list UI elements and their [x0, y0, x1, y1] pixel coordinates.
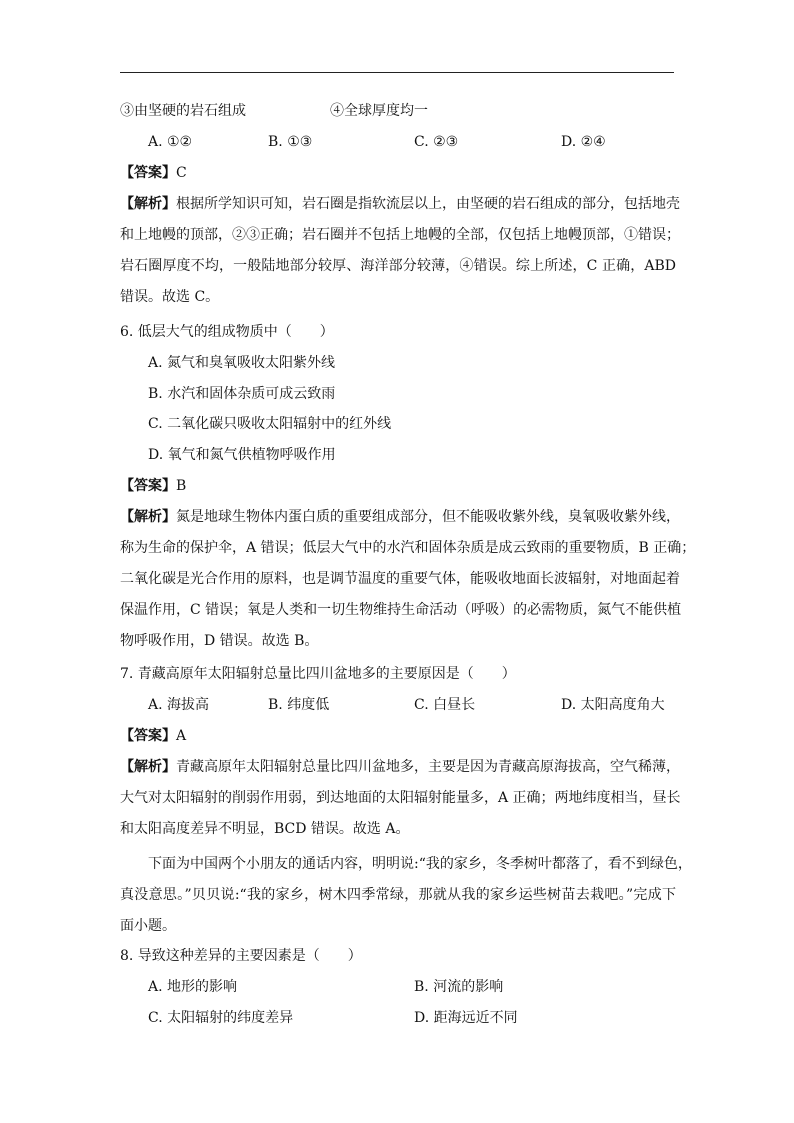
answer-label: 【答案】 — [120, 728, 176, 744]
answer-label: 【答案】 — [120, 165, 176, 181]
answer-label: 【答案】 — [120, 478, 176, 494]
q7-option-b: B. 纬度低 — [268, 697, 330, 713]
q5-analysis-line-2: 和上地幔的顶部，②③正确；岩石圈并不包括上地幔的全部，仅包括上地幔顶部，①错误； — [120, 227, 680, 243]
q7-analysis-line-3: 和太阳高度差异不明显，BCD 错误。故选 A。 — [120, 821, 410, 837]
passage-line-2: 真没意思。”贝贝说:“我的家乡，树木四季常绿，那就从我的家乡运些树苗去栽吧。”完成下 — [120, 887, 676, 903]
q5-analysis-line-4: 错误。故选 C。 — [120, 289, 220, 305]
answer-value: A — [176, 728, 187, 744]
passage-line-1: 下面为中国两个小朋友的通话内容，明明说:“我的家乡，冬季树叶都落了，看不到绿色， — [148, 856, 692, 872]
q8-option-a: A. 地形的影响 — [148, 979, 238, 995]
q7-analysis-line-1 — [120, 757, 680, 777]
answer-value: B — [176, 478, 187, 494]
analysis-label: 【解析】 — [120, 509, 176, 525]
q6-answer — [120, 476, 676, 496]
q5-analysis-line-3: 岩石圈厚度不均，一般陆地部分较厚、海洋部分较薄，④错误。综上所述，C 正确，ABD — [120, 258, 676, 274]
q8-option-c: C. 太阳辐射的纬度差异 — [148, 1010, 294, 1026]
q5-option-d: D. ②④ — [561, 134, 606, 150]
analysis-label: 【解析】 — [120, 759, 176, 775]
q7-option-d: D. 太阳高度角大 — [561, 697, 665, 713]
analysis-label: 【解析】 — [120, 196, 176, 212]
q6-analysis-line-1 — [120, 507, 680, 527]
statement-3: ③由坚硬的岩石组成 — [120, 103, 246, 119]
q5-option-a: A. ①② — [148, 134, 193, 150]
q6-analysis-line-2: 称为生命的保护伞，A 错误；低层大气中的水汽和固体杂质是成云致雨的重要物质，B 正确； — [120, 540, 696, 556]
q5-answer — [120, 163, 676, 183]
q5-option-c: C. ②③ — [414, 134, 459, 150]
q5-option-b: B. ①③ — [268, 134, 313, 150]
q7-option-c: C. 白昼长 — [414, 697, 476, 713]
statement-4: ④全球厚度均一 — [330, 103, 428, 119]
answer-value: C — [176, 165, 187, 181]
q6-option-c: C. 二氧化碳只吸收太阳辐射中的红外线 — [148, 416, 392, 432]
q6-analysis-line-3: 二氧化碳是光合作用的原料，也是调节温度的重要气体，能吸收地面长波辐射，对地面起着 — [120, 571, 680, 587]
header-rule — [120, 72, 674, 73]
analysis-text: 根据所学知识可知，岩石圈是指软流层以上，由坚硬的岩石组成的部分，包括地壳 — [176, 196, 680, 212]
q6-option-b: B. 水汽和固体杂质可成云致雨 — [148, 386, 336, 402]
q6-analysis-line-4: 保温作用，C 错误；氧是人类和一切生物维持生命活动（呼吸）的必需物质，氮气不能供植 — [120, 602, 682, 618]
q7-analysis-line-2: 大气对太阳辐射的削弱作用弱，到达地面的太阳辐射能量多，A 正确；两地纬度相当，昼长 — [120, 790, 681, 806]
passage-line-3: 面小题。 — [120, 918, 176, 934]
q6-analysis-line-5: 物呼吸作用，D 错误。故选 B。 — [120, 633, 319, 649]
q6-stem: 6. 低层大气的组成物质中（ ） — [120, 324, 334, 340]
q8-option-d: D. 距海远近不同 — [414, 1010, 518, 1026]
q8-stem: 8. 导致这种差异的主要因素是（ ） — [120, 948, 362, 964]
analysis-text: 氮是地球生物体内蛋白质的重要组成部分，但不能吸收紫外线，臭氧吸收紫外线， — [176, 509, 680, 525]
analysis-text: 青藏高原年太阳辐射总量比四川盆地多，主要是因为青藏高原海拔高，空气稀薄， — [176, 759, 680, 775]
q8-option-b: B. 河流的影响 — [414, 979, 504, 995]
q7-stem: 7. 青藏高原年太阳辐射总量比四川盆地多的主要原因是（ ） — [120, 666, 516, 682]
q7-answer — [120, 726, 676, 746]
q6-option-a: A. 氮气和臭氧吸收太阳紫外线 — [148, 355, 336, 371]
q5-analysis-line-1 — [120, 194, 680, 214]
q6-option-d: D. 氧气和氮气供植物呼吸作用 — [148, 447, 336, 463]
q7-option-a: A. 海拔高 — [148, 697, 210, 713]
